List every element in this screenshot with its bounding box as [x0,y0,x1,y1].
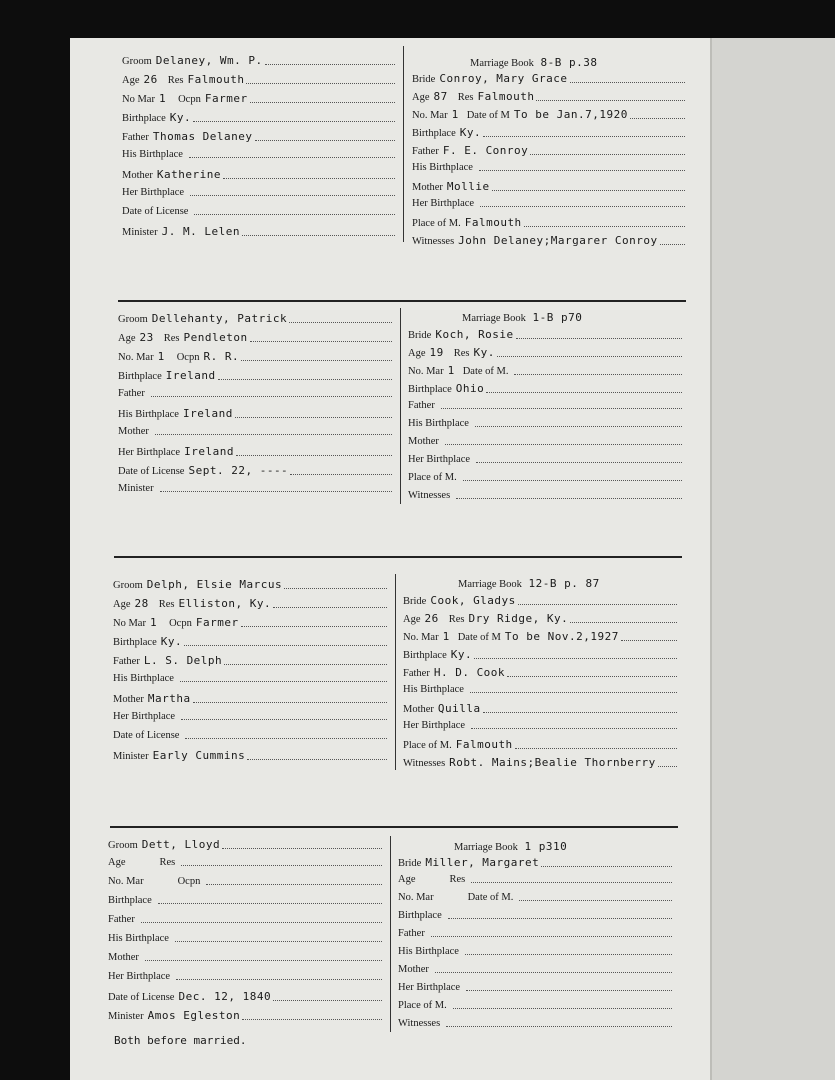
bride-row: Bride Cook, Gladys [403,594,679,607]
witnesses-row: Witnesses [408,490,684,501]
her-birthplace-row: Her Birthplace [108,971,384,982]
minister-row: Minister J. M. Lelen [122,225,397,238]
mother-row: Mother Mollie [412,180,687,193]
his-birthplace-row: His Birthplace [403,684,679,695]
age-res-row: Age Res [108,857,384,868]
date-license-row: Date of License Sept. 22, ---- [118,464,394,477]
bride-row: Bride Conroy, Mary Grace [412,72,687,85]
age-res-row: Age 19 Res Ky. [408,346,684,359]
mother-row: Mother Martha [113,692,389,705]
her-birthplace-row: Her Birthplace [403,720,679,731]
father-row: Father F. E. Conroy [412,144,687,157]
card-divider [395,574,396,770]
minister-row: Minister Early Cummins [113,749,389,762]
her-birthplace-row: Her Birthplace [412,198,687,209]
mother-row: Mother [108,952,384,963]
his-birthplace-row: His Birthplace [412,162,687,173]
father-row: Father [108,914,384,925]
date-license-row: Date of License [122,206,397,217]
nomar-date-row: No. Mar Date of M. [398,892,674,903]
father-row: Father L. S. Delph [113,654,389,667]
groom-row: Groom Delph, Elsie Marcus [113,578,389,591]
his-birthplace-row: His Birthplace [398,946,674,957]
his-birthplace-row: His Birthplace Ireland [118,407,394,420]
birthplace-row: Birthplace Ohio [408,382,684,395]
nomar-date-row: No. Mar 1 Date of M. [408,364,684,377]
card-top-rule [118,300,686,302]
mother-row: Mother Quilla [403,702,679,715]
age-res-row: Age 28 Res Elliston, Ky. [113,597,389,610]
father-row: Father H. D. Cook [403,666,679,679]
marriage-book-header: Marriage Book 12-B p. 87 [458,577,600,590]
age-res-row: Age 26 Res Dry Ridge, Ky. [403,612,679,625]
age-res-row: Age 87 Res Falmouth [412,90,687,103]
card-top-rule [114,556,682,558]
birthplace-row: Birthplace Ky. [113,635,389,648]
card-divider [390,836,391,1032]
mother-row: Mother [398,964,674,975]
her-birthplace-row: Her Birthplace Ireland [118,445,394,458]
birthplace-row: Birthplace Ky. [412,126,687,139]
place-row: Place of M. Falmouth [403,738,679,751]
nomar-date-row: No. Mar 1 Date of M To be Jan.7,1920 [412,108,687,121]
her-birthplace-row: Her Birthplace [408,454,684,465]
nomar-date-row: No. Mar 1 Date of M To be Nov.2,1927 [403,630,679,643]
father-row: Father [118,388,394,399]
minister-row: Minister [118,483,394,494]
birthplace-row: Birthplace Ireland [118,369,394,382]
scan-border-left [0,0,70,1080]
groom-row: Groom Delaney, Wm. P. [122,54,397,67]
his-birthplace-row: His Birthplace [408,418,684,429]
birthplace-row: Birthplace [398,910,674,921]
her-birthplace-row: Her Birthplace [113,711,389,722]
her-birthplace-row: Her Birthplace [398,982,674,993]
his-birthplace-row: His Birthplace [113,673,389,684]
birthplace-row: Birthplace Ky. [403,648,679,661]
card-top-rule [110,826,678,828]
birthplace-row: Birthplace Ky. [122,111,397,124]
father-row: Father Thomas Delaney [122,130,397,143]
his-birthplace-row: His Birthplace [108,933,384,944]
record-note: Both before married. [114,1034,247,1047]
bride-row: Bride Koch, Rosie [408,328,684,341]
marriage-book-header: Marriage Book 1-B p70 [462,311,583,324]
witnesses-row: Witnesses Robt. Mains;Bealie Thornberry [403,756,679,769]
his-birthplace-row: His Birthplace [122,149,397,160]
mother-row: Mother Katherine [122,168,397,181]
age-res-row: Age 23 Res Pendleton [118,331,394,344]
nomar-ocpn-row: No Mar 1 Ocpn Farmer [122,92,397,105]
place-row: Place of M. [398,1000,674,1011]
marriage-book-header: Marriage Book 1 p310 [454,840,568,853]
father-row: Father [398,928,674,939]
nomar-ocpn-row: No. Mar Ocpn [108,876,384,887]
nomar-ocpn-row: No Mar 1 Ocpn Farmer [113,616,389,629]
date-license-row: Date of License Dec. 12, 1840 [108,990,384,1003]
nomar-ocpn-row: No. Mar 1 Ocpn R. R. [118,350,394,363]
groom-row: Groom Dellehanty, Patrick [118,312,394,325]
father-row: Father [408,400,684,411]
date-license-row: Date of License [113,730,389,741]
groom-row: Groom Dett, Lloyd [108,838,384,851]
mother-row: Mother [408,436,684,447]
witnesses-row: Witnesses [398,1018,674,1029]
card-divider [403,46,404,242]
witnesses-row: Witnesses John Delaney;Margarer Conroy [412,234,687,247]
adjacent-page-strip [712,38,835,1080]
mother-row: Mother [118,426,394,437]
card-divider [400,308,401,504]
place-row: Place of M. Falmouth [412,216,687,229]
age-res-row: Age 26 Res Falmouth [122,73,397,86]
age-res-row: Age Res [398,874,674,885]
place-row: Place of M. [408,472,684,483]
scan-border-top [70,0,835,38]
birthplace-row: Birthplace [108,895,384,906]
minister-row: Minister Amos Egleston [108,1009,384,1022]
her-birthplace-row: Her Birthplace [122,187,397,198]
bride-row: Bride Miller, Margaret [398,856,674,869]
marriage-book-header: Marriage Book 8-B p.38 [470,56,598,69]
